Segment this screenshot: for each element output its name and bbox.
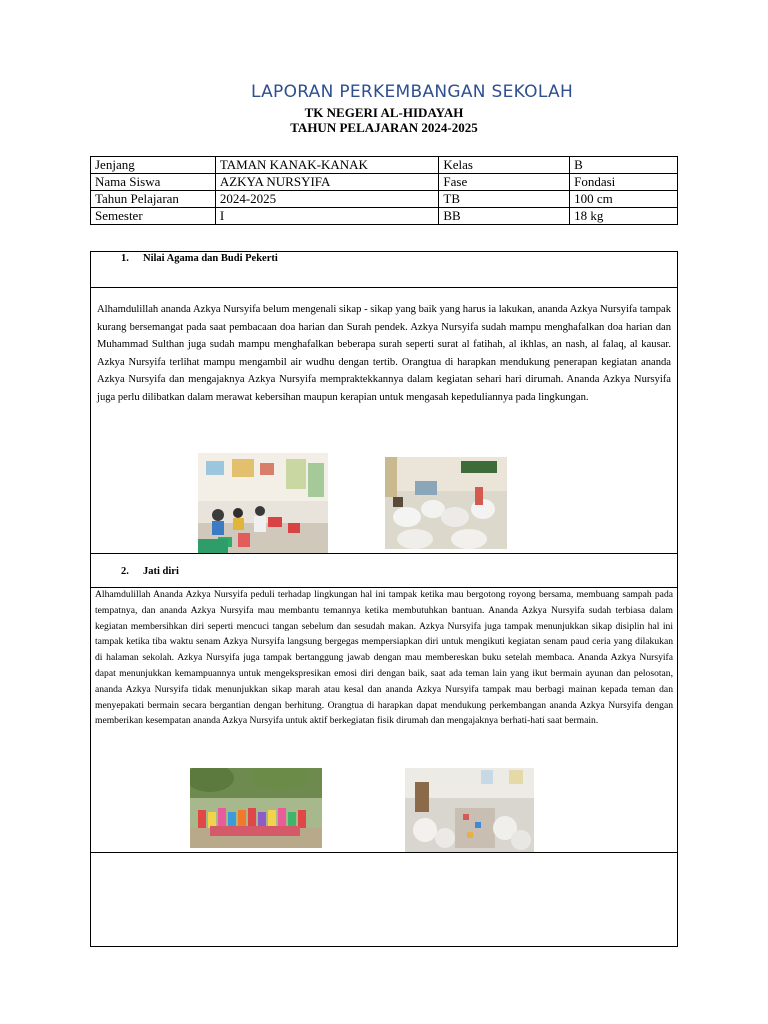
- label-kelas: Kelas: [439, 157, 570, 174]
- report-box: [90, 251, 678, 947]
- label-nama-siswa: Nama Siswa: [91, 174, 216, 191]
- student-info-table: [90, 156, 678, 225]
- value-tahun-pelajaran: 2024-2025: [215, 191, 439, 208]
- label-semester: Semester: [91, 208, 216, 225]
- value-bb: 18 kg: [570, 208, 678, 225]
- eating-together-photo: [405, 768, 534, 852]
- label-bb: BB: [439, 208, 570, 225]
- label-fase: Fase: [439, 174, 570, 191]
- value-nama-siswa: AZKYA NURSYIFA: [215, 174, 439, 191]
- label-tahun-pelajaran: Tahun Pelajaran: [91, 191, 216, 208]
- value-jenjang: TAMAN KANAK-KANAK: [215, 157, 439, 174]
- info-row: [91, 174, 678, 191]
- section1-number: 1.: [121, 253, 129, 264]
- info-row: [91, 208, 678, 225]
- section1-title: Nilai Agama dan Budi Pekerti: [143, 253, 278, 264]
- label-tb: TB: [439, 191, 570, 208]
- section2-number: 2.: [121, 566, 129, 577]
- section2-heading: [91, 565, 179, 579]
- divider: [91, 287, 677, 288]
- info-row: [91, 191, 678, 208]
- value-fase: Fondasi: [570, 174, 678, 191]
- school-name: TK NEGERI AL-HIDAYAH: [304, 105, 464, 120]
- section1-heading: [91, 252, 278, 266]
- section2-text: Alhamdulillah Ananda Azkya Nursyifa peduli terhadap lingkungan hal ini tampak ketika mau bergotong royong bersama, membuang sampah pada tempatnya, dan ananda Azkya Nursyifa mau membantu temannya ketika membutuhkan bantuan. Ananda Azkya Nursyifa sudah terbiasa dalam kegiatan membersihkan diri seperti mencuci tangan sebelum dan sesudah makan. Azkya Nursyifa juga tampak menunjukkan sikap disiplin hal ini tampak ketika tiba waktu senam Azkya Nursyifa langsung bergegas mempersiapkan diri untuk mengikuti kegiatan senam paud ceria yang dilakukan di halaman sekolah. Azkya Nursyifa juga tampak bertanggung jawab dengan mau membereskan buku setelah membaca. Ananda Azkya Nursyifa dapat menunjukkan kemampuannya untuk mengekspresikan emosi diri dengan baik, saat ada teman lain yang ikut bermain ayunan dan pelosotan, ananda Azkya Nursyifa tidak menunjukkan sikap marah atau kesal dan ananda Azkya Nursyifa tampak mau berbagi mainan kepada teman dan menyepakati bermain secara bergantian dengan berhitung. Orangtua di harapkan dapat mendukung perkembangan ananda Azkya Nursyifa dengan memberikan kesempatan ananda Azkya Nursyifa untuk aktif berkegiatan fisik dirumah dan mengajaknya berhati-hati saat bermain.: [95, 589, 673, 727]
- value-kelas: B: [570, 157, 678, 174]
- divider: [91, 553, 677, 554]
- section2-title: Jati diri: [143, 566, 179, 577]
- prayer-photo: [385, 457, 507, 549]
- academic-year: TAHUN PELAJARAN 2024-2025: [290, 120, 478, 135]
- label-jenjang: Jenjang: [91, 157, 216, 174]
- info-row: [91, 157, 678, 174]
- value-tb: 100 cm: [570, 191, 678, 208]
- outdoor-group-photo: [190, 768, 322, 848]
- divider: [91, 852, 677, 853]
- classroom-photo: [198, 453, 328, 553]
- report-title: LAPORAN PERKEMBANGAN SEKOLAH: [250, 82, 574, 102]
- value-semester: I: [215, 208, 439, 225]
- section1-text: Alhamdulillah ananda Azkya Nursyifa belum mengenali sikap - sikap yang baik yang harus ia lakukan, ananda Azkya Nursyifa tampak kurang bersemangat pada saat pembacaan doa harian dan Surah pendek. Azkya Nursyifa sudah mampu menghafalkan doa harian dan Muhammad Sulthan juga sudah mampu menghafalkan beberapa surah seperti surat al fatihah, al ikhlas, an nash, al falaq, al kausar. Azkya Nursyifa terlihat mampu mengambil air wudhu dengan tertib. Orangtua di harapkan mendukung penerapan kegiatan ananda Azkya Nursyifa dan mengajaknya Azkya Nursyifa mempraktekkannya dalam kegiatan sehari hari dirumah. Ananda Azkya Nursyifa juga perlu dilibatkan dalam merawat kebersihan maupun kerapian untuk mengasah kepeduliannya pada lingkungan.: [97, 304, 671, 403]
